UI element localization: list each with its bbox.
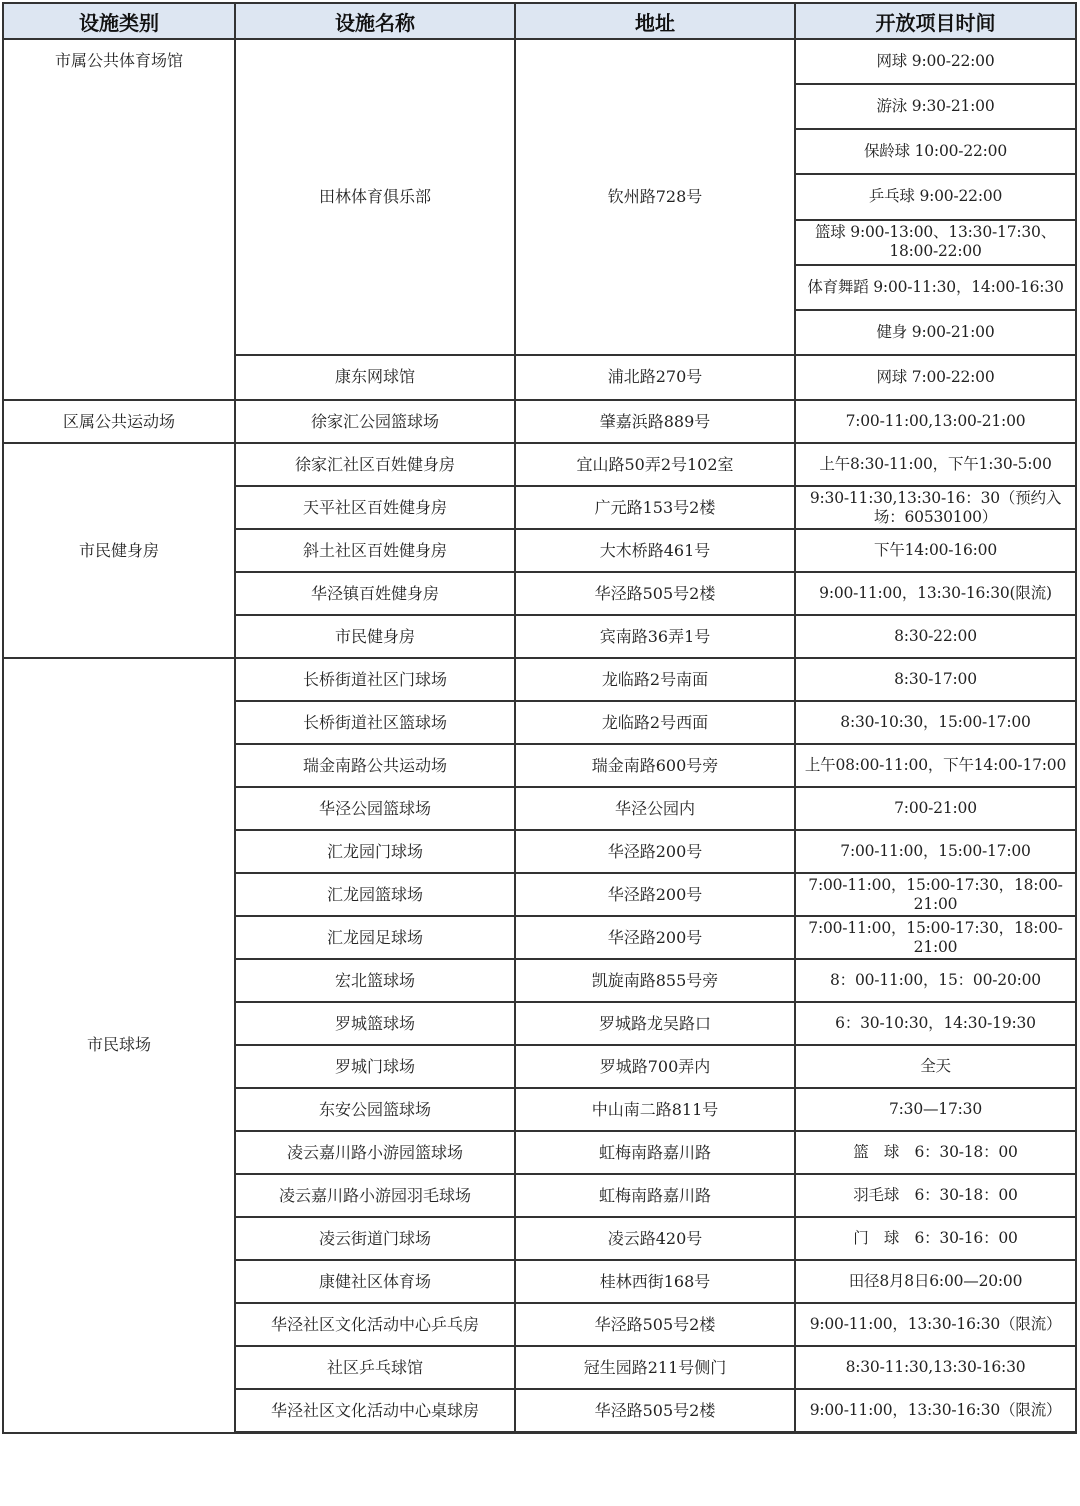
time-cell: 8:30-11:30,13:30-16:30 [795,1346,1076,1389]
facility-name-cell: 市民健身房 [235,615,515,658]
facility-name-cell: 东安公园篮球场 [235,1088,515,1131]
time-cell: 网球 7:00-22:00 [795,355,1076,400]
time-cell: 篮 球 6：30-18：00 [795,1131,1076,1174]
time-cell: 8:30-22:00 [795,615,1076,658]
time-cell: 篮球 9:00-13:00、13:30-17:30、18:00-22:00 [795,220,1076,265]
time-cell: 7:00-11:00，15:00-17:00 [795,830,1076,873]
time-cell: 上午8:30-11:00，下午1:30-5:00 [795,443,1076,486]
time-cell: 乒乓球 9:00-22:00 [795,174,1076,219]
facility-name-cell: 汇龙园足球场 [235,916,515,959]
time-cell: 健身 9:00-21:00 [795,310,1076,355]
time-cell: 7:00-11:00，15:00-17:30，18:00-21:00 [795,873,1076,916]
facility-name-cell: 斜土社区百姓健身房 [235,529,515,572]
facility-name-cell: 康东网球馆 [235,355,515,400]
facility-name-cell: 华泾公园篮球场 [235,787,515,830]
address-cell: 中山南二路811号 [515,1088,795,1131]
facility-name-cell: 罗城篮球场 [235,1002,515,1045]
header-category: 设施类别 [3,3,235,39]
time-cell: 9:00-11:00，13:30-16:30(限流) [795,572,1076,615]
time-cell: 8：00-11:00，15：00-20:00 [795,959,1076,1002]
address-cell: 钦州路728号 [515,39,795,355]
address-cell: 桂林西街168号 [515,1260,795,1303]
facility-name-cell: 长桥街道社区篮球场 [235,701,515,744]
time-cell: 8:30-17:00 [795,658,1076,701]
time-cell: 下午14:00-16:00 [795,529,1076,572]
time-cell: 7:30—17:30 [795,1088,1076,1131]
facility-name-cell: 凌云街道门球场 [235,1217,515,1260]
facility-name-cell: 华泾社区文化活动中心桌球房 [235,1389,515,1433]
time-cell: 田径8月8日6:00—20:00 [795,1260,1076,1303]
address-cell: 冠生园路211号侧门 [515,1346,795,1389]
time-cell: 9:30-11:30,13:30-16：30（预约入场：60530100） [795,486,1076,529]
time-cell: 全天 [795,1045,1076,1088]
time-cell: 游泳 9:30-21:00 [795,84,1076,129]
facility-name-cell: 凌云嘉川路小游园羽毛球场 [235,1174,515,1217]
facility-name-cell: 天平社区百姓健身房 [235,486,515,529]
category-cell: 市民健身房 [3,443,235,658]
facility-name-cell: 凌云嘉川路小游园篮球场 [235,1131,515,1174]
address-cell: 虹梅南路嘉川路 [515,1174,795,1217]
address-cell: 凌云路420号 [515,1217,795,1260]
header-facility-name: 设施名称 [235,3,515,39]
time-cell: 6：30-10:30，14:30-19:30 [795,1002,1076,1045]
facility-name-cell: 罗城门球场 [235,1045,515,1088]
address-cell: 宜山路50弄2号102室 [515,443,795,486]
address-cell: 广元路153号2楼 [515,486,795,529]
time-cell: 7:00-21:00 [795,787,1076,830]
address-cell: 龙临路2号南面 [515,658,795,701]
address-cell: 华泾路200号 [515,830,795,873]
address-cell: 浦北路270号 [515,355,795,400]
address-cell: 宾南路36弄1号 [515,615,795,658]
address-cell: 华泾路505号2楼 [515,1303,795,1346]
address-cell: 大木桥路461号 [515,529,795,572]
facility-name-cell: 徐家汇公园篮球场 [235,400,515,443]
time-cell: 体育舞蹈 9:00-11:30，14:00-16:30 [795,265,1076,310]
header-open-hours: 开放项目时间 [795,3,1076,39]
facility-name-cell: 华泾社区文化活动中心乒乓房 [235,1303,515,1346]
facility-name-cell: 长桥街道社区门球场 [235,658,515,701]
table-row [3,400,1076,443]
time-cell: 9:00-11:00，13:30-16:30（限流） [795,1303,1076,1346]
time-cell: 9:00-11:00，13:30-16:30（限流） [795,1389,1076,1433]
facility-name-cell: 徐家汇社区百姓健身房 [235,443,515,486]
header-row [3,3,1076,39]
address-cell: 肇嘉浜路889号 [515,400,795,443]
address-cell: 罗城路700弄内 [515,1045,795,1088]
table-row [3,443,1076,486]
facility-name-cell: 华泾镇百姓健身房 [235,572,515,615]
facility-name-cell: 康健社区体育场 [235,1260,515,1303]
address-cell: 龙临路2号西面 [515,701,795,744]
address-cell: 虹梅南路嘉川路 [515,1131,795,1174]
category-cell: 区属公共运动场 [3,400,235,443]
facility-name-cell: 汇龙园篮球场 [235,873,515,916]
header-address: 地址 [515,3,795,39]
time-cell: 保龄球 10:00-22:00 [795,129,1076,174]
category-cell: 市民球场 [3,658,235,1433]
facility-name-cell: 瑞金南路公共运动场 [235,744,515,787]
address-cell: 华泾路505号2楼 [515,1389,795,1433]
address-cell: 华泾路200号 [515,873,795,916]
time-cell: 7:00-11:00，15:00-17:30，18:00-21:00 [795,916,1076,959]
facility-name-cell: 社区乒乓球馆 [235,1346,515,1389]
time-cell: 门 球 6：30-16：00 [795,1217,1076,1260]
time-cell: 上午08:00-11:00，下午14:00-17:00 [795,744,1076,787]
time-cell: 羽毛球 6：30-18：00 [795,1174,1076,1217]
facility-name-cell: 宏北篮球场 [235,959,515,1002]
time-cell: 网球 9:00-22:00 [795,39,1076,84]
facility-schedule-table [2,2,1077,1434]
time-cell: 8:30-10:30，15:00-17:00 [795,701,1076,744]
address-cell: 华泾路505号2楼 [515,572,795,615]
category-cell: 市属公共体育场馆 [3,39,235,400]
table-row [3,39,1076,84]
facility-name-cell: 田林体育俱乐部 [235,39,515,355]
address-cell: 华泾路200号 [515,916,795,959]
address-cell: 凯旋南路855号旁 [515,959,795,1002]
table-row [3,658,1076,701]
address-cell: 瑞金南路600号旁 [515,744,795,787]
address-cell: 罗城路龙吴路口 [515,1002,795,1045]
facility-name-cell: 汇龙园门球场 [235,830,515,873]
time-cell: 7:00-11:00,13:00-21:00 [795,400,1076,443]
address-cell: 华泾公园内 [515,787,795,830]
